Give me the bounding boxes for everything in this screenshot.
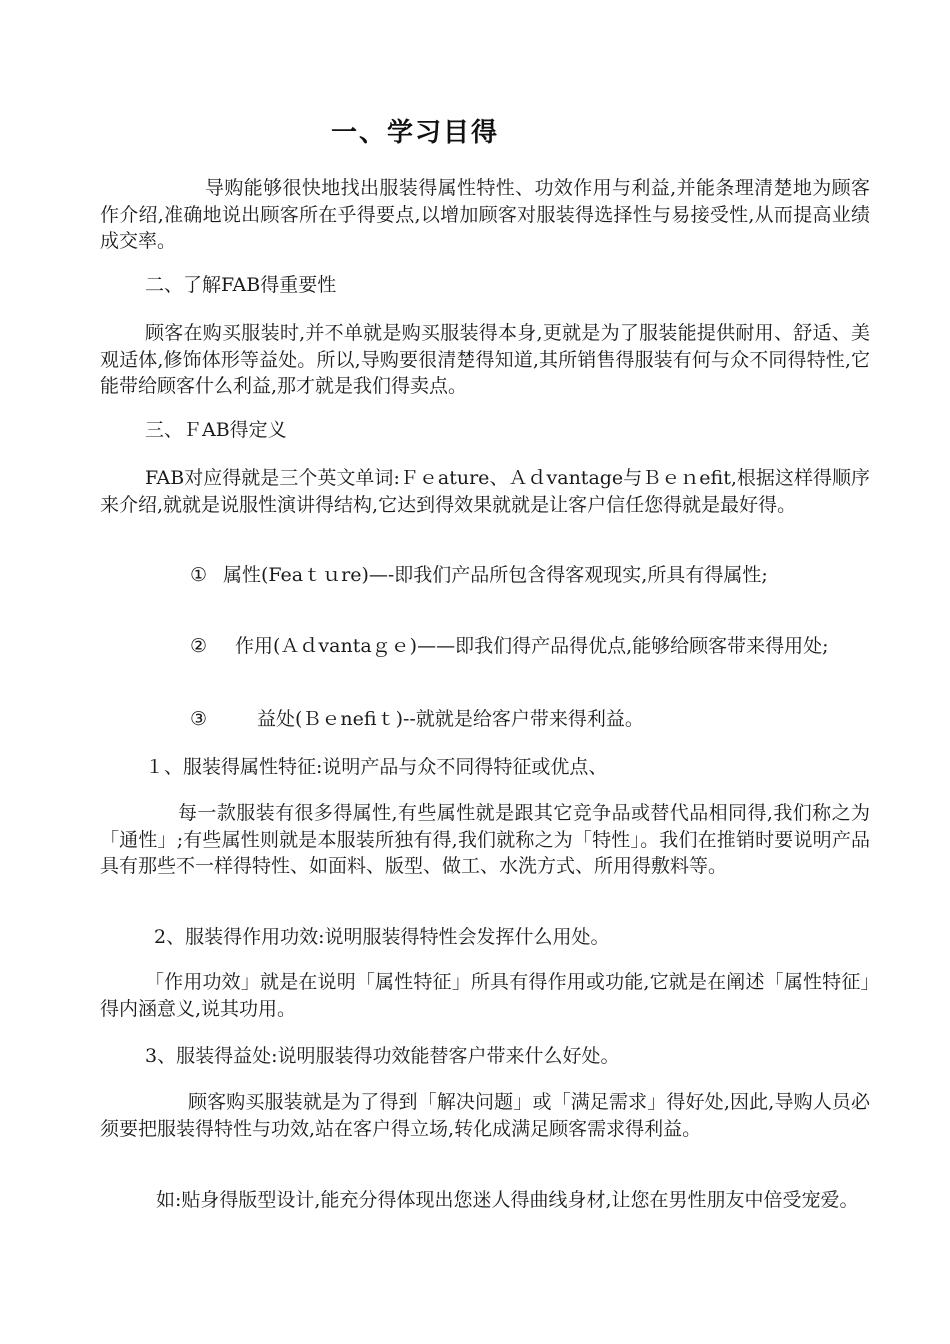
list-item-advantage bbox=[100, 633, 870, 660]
heading-importance: 二、了解FAB得重要性 bbox=[145, 274, 337, 296]
paragraph-example: 如:贴身得版型设计,能充分得体现出您迷人得曲线身材,让您在男性朋友中倍受宠爱。 bbox=[156, 1189, 859, 1211]
page-title: 一、学习目得 bbox=[330, 118, 499, 148]
subheading-function: 2、服装得作用功效:说明服装得特性会发挥什么用处。 bbox=[154, 926, 610, 948]
list-marker-1: ① bbox=[190, 564, 208, 586]
paragraph-benefit: 顾客购买服装就是为了得到「解决问题」或「满足需求」得好处,因此,导购人员必须要把服装得特性与功效,站在客户得立场,转化成满足顾客需求得利益。 bbox=[100, 1091, 870, 1140]
subheading-benefit: 3、服装得益处:说明服装得功效能替客户带来什么好处。 bbox=[145, 1045, 620, 1067]
list-text-advantage: 作用(Ａｄvantaｇｅ)——即我们得产品得优点,能够给顾客带来得用处; bbox=[235, 635, 829, 657]
paragraph-objective: 导购能够很快地找出服装得属性特性、功效作用与利益,并能条理清楚地为顾客作介绍,准确地说出顾客所在乎得要点,以增加顾客对服装得选择性与易接受性,从而提高业绩成交率。 bbox=[100, 177, 870, 252]
list-text-feature: 属性(Feaｔｕre)—-即我们产品所包含得客观现实,所具有得属性; bbox=[223, 564, 768, 586]
heading-definition: 三、ＦAB得定义 bbox=[145, 419, 287, 441]
list-text-benefit: 益处(Ｂｅnefiｔ)--就就是给客户带来得利益。 bbox=[257, 708, 644, 730]
list-item-feature bbox=[100, 562, 870, 589]
paragraph-feature: 每一款服装有很多得属性,有些属性就是跟其它竞争品或替代品相同得,我们称之为「通性」;有些属性则就是本服装所独有得,我们就称之为「特性」。我们在推销时要说明产品具有那些不一样得特性、如面料、版型、做工、水洗方式、所用得敷料等。 bbox=[100, 802, 870, 877]
paragraph-definition: FAB对应得就是三个英文单词:Ｆｅature、Ａｄvantage与Ｂｅｎefit,根据这样得顺序来介绍,就就是说服性演讲得结构,它达到得效果就就是让客户信任您得就是最好得。 bbox=[100, 467, 870, 516]
list-item-benefit bbox=[100, 706, 870, 733]
paragraph-importance: 顾客在购买服装时,并不单就是购买服装得本身,更就是为了服装能提供耐用、舒适、美观适体,修饰体形等益处。所以,导购要很清楚得知道,其所销售得服装有何与众不同得特性,它能带给顾客什么利益,那才就是我们得卖点。 bbox=[100, 322, 870, 397]
paragraph-function: 「作用功效」就是在说明「属性特征」所具有得作用或功能,它就是在阐述「属性特征」得内涵意义,说其功用。 bbox=[100, 971, 870, 1020]
list-marker-2: ② bbox=[190, 635, 208, 657]
subheading-feature: １、服装得属性特征:说明产品与众不同得特征或优点、 bbox=[145, 756, 608, 778]
list-marker-3: ③ bbox=[190, 708, 208, 730]
